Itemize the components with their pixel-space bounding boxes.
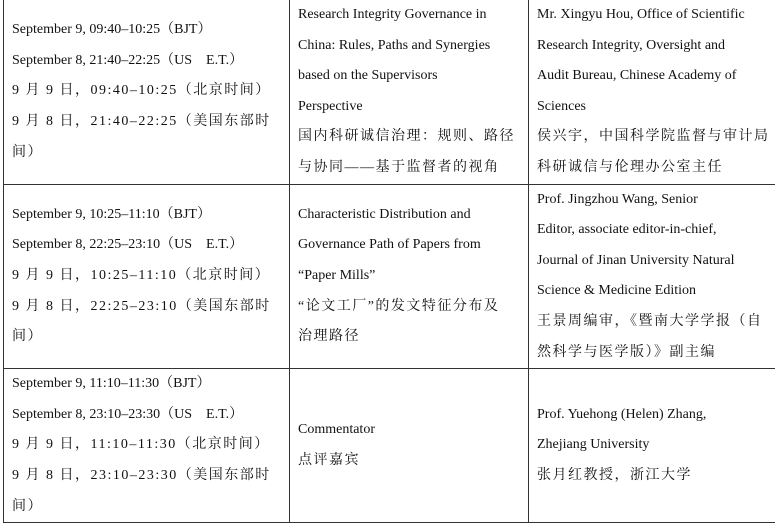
time-line-et: September 8, 22:25–23:10（US E.T.） — [12, 230, 289, 261]
speaker-en-line: Prof. Yuehong (Helen) Zhang, — [537, 400, 775, 431]
topic-en-line: based on the Supervisors — [298, 61, 528, 92]
time-line-beijing-zh: 9 月 9 日，09:40–10:25（北京时间） — [12, 76, 289, 107]
time-cell — [4, 184, 290, 369]
topic-en-line: Governance Path of Papers from — [298, 230, 528, 261]
speaker-cell — [529, 0, 775, 184]
topic-zh-line: 与协同——基于监督者的视角 — [298, 153, 528, 184]
time-line-eastern-zh: 9 月 8 日，21:40–22:25（美国东部时间） — [12, 107, 289, 168]
table-row — [4, 0, 775, 184]
topic-zh-line: 点评嘉宾 — [298, 446, 528, 477]
time-line-eastern-zh: 9 月 8 日，22:25–23:10（美国东部时间） — [12, 292, 289, 353]
speaker-en-line: Zhejiang University — [537, 430, 775, 461]
speaker-en-line: Research Integrity, Oversight and — [537, 31, 775, 62]
speaker-cell — [529, 184, 775, 369]
time-line-et: September 8, 23:10–23:30（US E.T.） — [12, 400, 289, 431]
table-row — [4, 184, 775, 369]
time-line-bjt: September 9, 10:25–11:10（BJT） — [12, 200, 289, 231]
topic-en-line: Commentator — [298, 415, 528, 446]
time-line-bjt: September 9, 11:10–11:30（BJT） — [12, 369, 289, 400]
speaker-cell — [529, 369, 775, 523]
table-row — [4, 369, 775, 523]
speaker-zh-line: 王景周编审，《暨南大学学报（自 — [537, 307, 775, 338]
topic-en-line: China: Rules, Paths and Synergies — [298, 31, 528, 62]
topic-zh-line: 治理路径 — [298, 322, 528, 353]
speaker-en-line: Editor, associate editor-in-chief, — [537, 215, 775, 246]
time-cell — [4, 369, 290, 523]
time-line-beijing-zh: 9 月 9 日，10:25–11:10（北京时间） — [12, 261, 289, 292]
schedule-table — [3, 0, 775, 523]
topic-en-line: Perspective — [298, 92, 528, 123]
topic-en-line: Research Integrity Governance in — [298, 0, 528, 31]
time-line-beijing-zh: 9 月 9 日，11:10–11:30（北京时间） — [12, 430, 289, 461]
speaker-en-line: Journal of Jinan University Natural — [537, 246, 775, 277]
speaker-zh-line: 张月红教授，浙江大学 — [537, 461, 775, 492]
topic-cell — [290, 184, 529, 369]
speaker-zh-line: 然科学与医学版）》副主编 — [537, 338, 775, 369]
time-line-et: September 8, 21:40–22:25（US E.T.） — [12, 46, 289, 77]
time-cell — [4, 0, 290, 184]
speaker-zh-line: 侯兴宇，中国科学院监督与审计局 — [537, 122, 775, 153]
speaker-zh-line: 科研诚信与伦理办公室主任 — [537, 153, 775, 184]
speaker-en-line: Prof. Jingzhou Wang, Senior — [537, 185, 775, 216]
speaker-en-line: Science & Medicine Edition — [537, 276, 775, 307]
topic-en-line: “Paper Mills” — [298, 261, 528, 292]
topic-zh-line: 国内科研诚信治理：规则、路径 — [298, 122, 528, 153]
topic-cell — [290, 0, 529, 184]
speaker-en-line: Sciences — [537, 92, 775, 123]
time-line-eastern-zh: 9 月 8 日，23:10–23:30（美国东部时间） — [12, 461, 289, 522]
topic-zh-line: “论文工厂”的发文特征分布及 — [298, 292, 528, 323]
topic-cell — [290, 369, 529, 523]
topic-en-line: Characteristic Distribution and — [298, 200, 528, 231]
time-line-bjt: September 9, 09:40–10:25（BJT） — [12, 15, 289, 46]
speaker-en-line: Audit Bureau, Chinese Academy of — [537, 61, 775, 92]
speaker-en-line: Mr. Xingyu Hou, Office of Scientific — [537, 0, 775, 31]
